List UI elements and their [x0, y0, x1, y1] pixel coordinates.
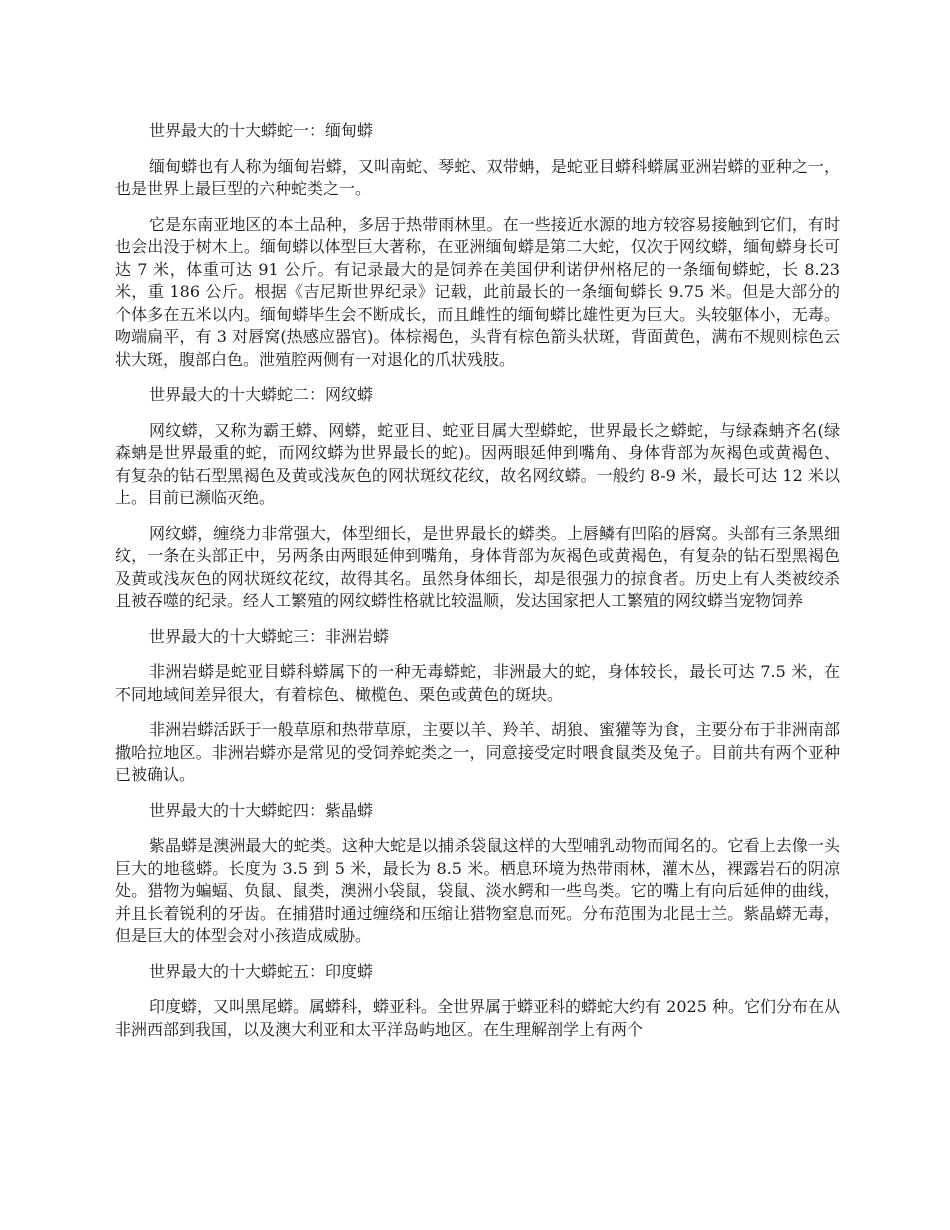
paragraph: 缅甸蟒也有人称为缅甸岩蟒，又叫南蛇、琴蛇、双带蚺，是蛇亚目蟒科蟒属亚洲岩蟒的亚种之一，也是世界上最巨型的六种蛇类之一。: [115, 156, 840, 198]
paragraph: 网纹蟒，缠绕力非常强大，体型细长，是世界最长的蟒类。上唇鳞有凹陷的唇窝。头部有三条黑细纹，一条在头部正中，另两条由两眼延伸到嘴角，身体背部为灰褐色或黄褐色，有复杂的钻石型黑褐色及黄或浅灰色的网状斑纹花纹，故得其名。虽然身体细长，却是很强力的掠食者。历史上有人类被绞杀且被吞噬的纪录。经人工繁殖的网纹蟒性格就比较温顺，发达国家把人工繁殖的网纹蟒当宠物饲养: [115, 523, 840, 610]
paragraph: 非洲岩蟒活跃于一般草原和热带草原，主要以羊、羚羊、胡狼、蜜獾等为食，主要分布于非洲南部撒哈拉地区。非洲岩蟒亦是常见的受饲养蛇类之一，同意接受定时喂食鼠类及兔子。目前共有两个亚种已被确认。: [115, 720, 840, 784]
paragraph: 非洲岩蟒是蛇亚目蟒科蟒属下的一种无毒蟒蛇，非洲最大的蛇，身体较长，最长可达 7.5 米，在不同地域间差异很大，有着棕色、橄榄色、栗色或黄色的斑块。: [115, 662, 840, 704]
paragraph: 网纹蟒，又称为霸王蟒、网蟒，蛇亚目、蛇亚目属大型蟒蛇，世界最长之蟒蛇，与绿森蚺齐名(绿森蚺是世界最重的蛇，而网纹蟒为世界最长的蛇)。因两眼延伸到嘴角、身体背部为灰褐色或黄褐色、有复杂的钻石型黑褐色及黄或浅灰色的网状斑纹花纹，故名网纹蟒。一般约 8-9 米，最长可达 12 米以上。目前已濒临灭绝。: [115, 420, 840, 507]
section-heading-1: 世界最大的十大蟒蛇一：缅甸蟒: [149, 121, 374, 140]
paragraph: 它是东南亚地区的本土品种，多居于热带雨林里。在一些接近水源的地方较容易接触到它们，有时也会出没于树木上。缅甸蟒以体型巨大著称，在亚洲缅甸蟒是第二大蛇，仅次于网纹蟒，缅甸蟒身长可达 7 米，体重可达 91 公斤。有记录最大的是饲养在美国伊利诺伊州格尼的一条缅甸蟒蛇，长 8.23 米，重 186 公斤。根据《吉尼斯世界纪录》记载，此前最长的一条缅甸蟒长 9.75 米。但是大部分的个体多在五米以内。缅甸蟒毕生会不断成长，而且雌性的缅甸蟒比雄性更为巨大。头较躯体小，无毒。吻端扁平，有 3 对唇窝(热感应器官)。体棕褐色，头背有棕色箭头状斑，背面黄色，满布不规则棕色云状大斑，腹部白色。泄殖腔两侧有一对退化的爪状残肢。: [115, 214, 840, 369]
section-heading-5: 世界最大的十大蟒蛇五：印度蟒: [149, 961, 374, 981]
section-heading-3: 世界最大的十大蟒蛇三：非洲岩蟒: [149, 626, 390, 646]
paragraph: 印度蟒，又叫黑尾蟒。属蟒科，蟒亚科。全世界属于蟒亚科的蟒蛇大约有 2025 种。它们分布在从非洲西部到我国，以及澳大利亚和太平洋岛屿地区。在生理解剖学上有两个: [115, 997, 840, 1039]
section-heading-4: 世界最大的十大蟒蛇四：紫晶蟒: [149, 800, 374, 820]
document-page: [115, 120, 840, 1054]
paragraph: 紫晶蟒是澳洲最大的蛇类。这种大蛇是以捕杀袋鼠这样的大型哺乳动物而闻名的。它看上去像一头巨大的地毯蟒。长度为 3.5 到 5 米，最长为 8.5 米。栖息环境为热带雨林，灌木丛，裸露岩石的阴凉处。猎物为蝙蝠、负鼠、鼠类，澳洲小袋鼠，袋鼠、淡水鳄和一些鸟类。它的嘴上有向后延伸的曲线，并且长着锐利的牙齿。在捕猎时通过缠绕和压缩让猎物窒息而死。分布范围为北昆士兰。紫晶蟒无毒，但是巨大的体型会对小孩造成威胁。: [115, 836, 840, 945]
section-heading-2: 世界最大的十大蟒蛇二：网纹蟒: [149, 385, 374, 404]
